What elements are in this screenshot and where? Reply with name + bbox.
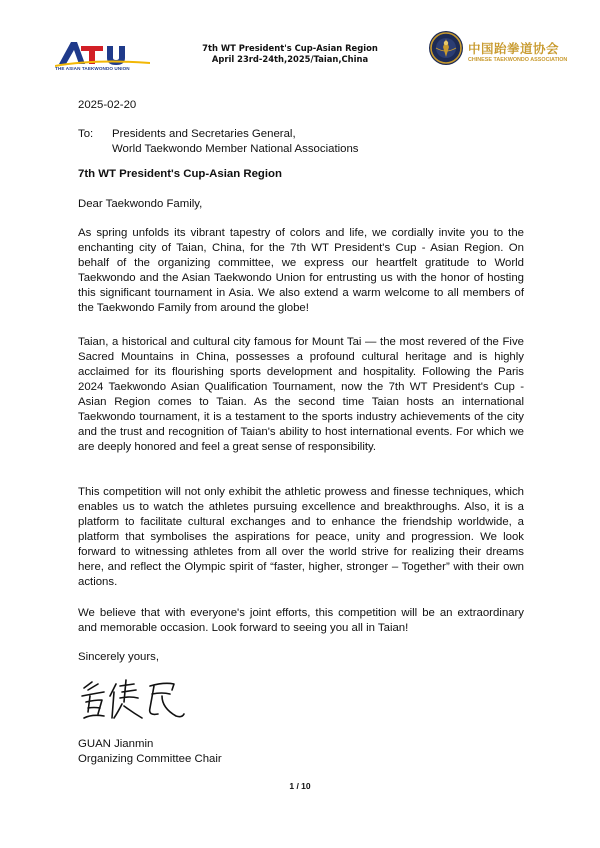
signer-title: Organizing Committee Chair bbox=[78, 753, 222, 765]
cta-logo bbox=[428, 30, 568, 70]
paragraph-2: Taian, a historical and cultural city famous for Mount Tai — the most revered of the Five Sacred Mountains in China, possesses a profound cultural heritage and is highly acclaimed for its flourishing sports development and hospitality. Following the Paris 2024 Taekwondo Asian Qualification Tournament, now the 7th WT President's Cup - Asian Region comes to Taian. As the second time Taian hosts an international Taekwondo tournament, it is a testament to the sports industry achievements of the city and the trust and recognition of Taian's ability to host international events. For which we are deeply honored and feel a great sense of responsibility. bbox=[78, 336, 524, 453]
cta-english-name: CHINESE TAEKWONDO ASSOCIATION bbox=[468, 57, 568, 63]
greeting: Dear Taekwondo Family, bbox=[78, 198, 203, 210]
page-number: 1 / 10 bbox=[289, 781, 311, 791]
recipient-line-2: World Taekwondo Member National Associations bbox=[112, 143, 359, 155]
letter-title: 7th WT President's Cup-Asian Region bbox=[78, 168, 282, 180]
paragraph-3: This competition will not only exhibit the athletic prowess and finesse techniques, which enables us to watch the athletes pursuing excellence and breakthroughs. Also, it is a platform to facilitate cultural exchanges and to enhance the friendship worldwide, a platform that symbolises the aspirations for peace, unity and progression. We look forward to witnessing athletes from all over the world strive for realizing their dreams here, and reflect the Olympic spirit of “faster, higher, stronger – Together” with their own actions. bbox=[78, 486, 524, 588]
recipients bbox=[112, 127, 359, 157]
paragraph-4: We believe that with everyone's joint efforts, this competition will be an extraordinary and memorable occasion. Look forward to seeing you all in Taian! bbox=[78, 607, 524, 634]
cta-emblem-icon bbox=[428, 30, 464, 66]
atu-logo-mark bbox=[55, 38, 150, 68]
signer-name: GUAN Jianmin bbox=[78, 738, 154, 750]
event-heading bbox=[190, 43, 390, 65]
handwritten-signature bbox=[78, 678, 188, 724]
event-name: 7th WT President's Cup-Asian Region bbox=[202, 43, 378, 53]
atu-tagline: THE ASIAN TAEKWONDO UNION bbox=[55, 66, 130, 71]
to-label: To: bbox=[78, 128, 94, 140]
recipient-line-1: Presidents and Secretaries General, bbox=[112, 128, 296, 140]
letter-date: 2025-02-20 bbox=[78, 99, 137, 111]
cta-chinese-name: 中国跆拳道协会 bbox=[468, 41, 560, 56]
event-date-location: April 23rd-24th,2025/Taian,China bbox=[211, 54, 369, 64]
closing: Sincerely yours, bbox=[78, 651, 160, 663]
letterhead bbox=[0, 0, 600, 90]
atu-logo bbox=[55, 38, 150, 74]
paragraph-1: As spring unfolds its vibrant tapestry of colors and life, we cordially invite you to the enchanting city of Taian, China, for the 7th WT President's Cup - Asian Region. On behalf of the organizing committee, we express our heartfelt gratitude to World Taekwondo and the Asian Taekwondo Union for entrusting us with the honor of hosting this significant tournament in Asia. We also extend a warm welcome to all members of the Taekwondo Family from around the globe! bbox=[78, 227, 524, 314]
